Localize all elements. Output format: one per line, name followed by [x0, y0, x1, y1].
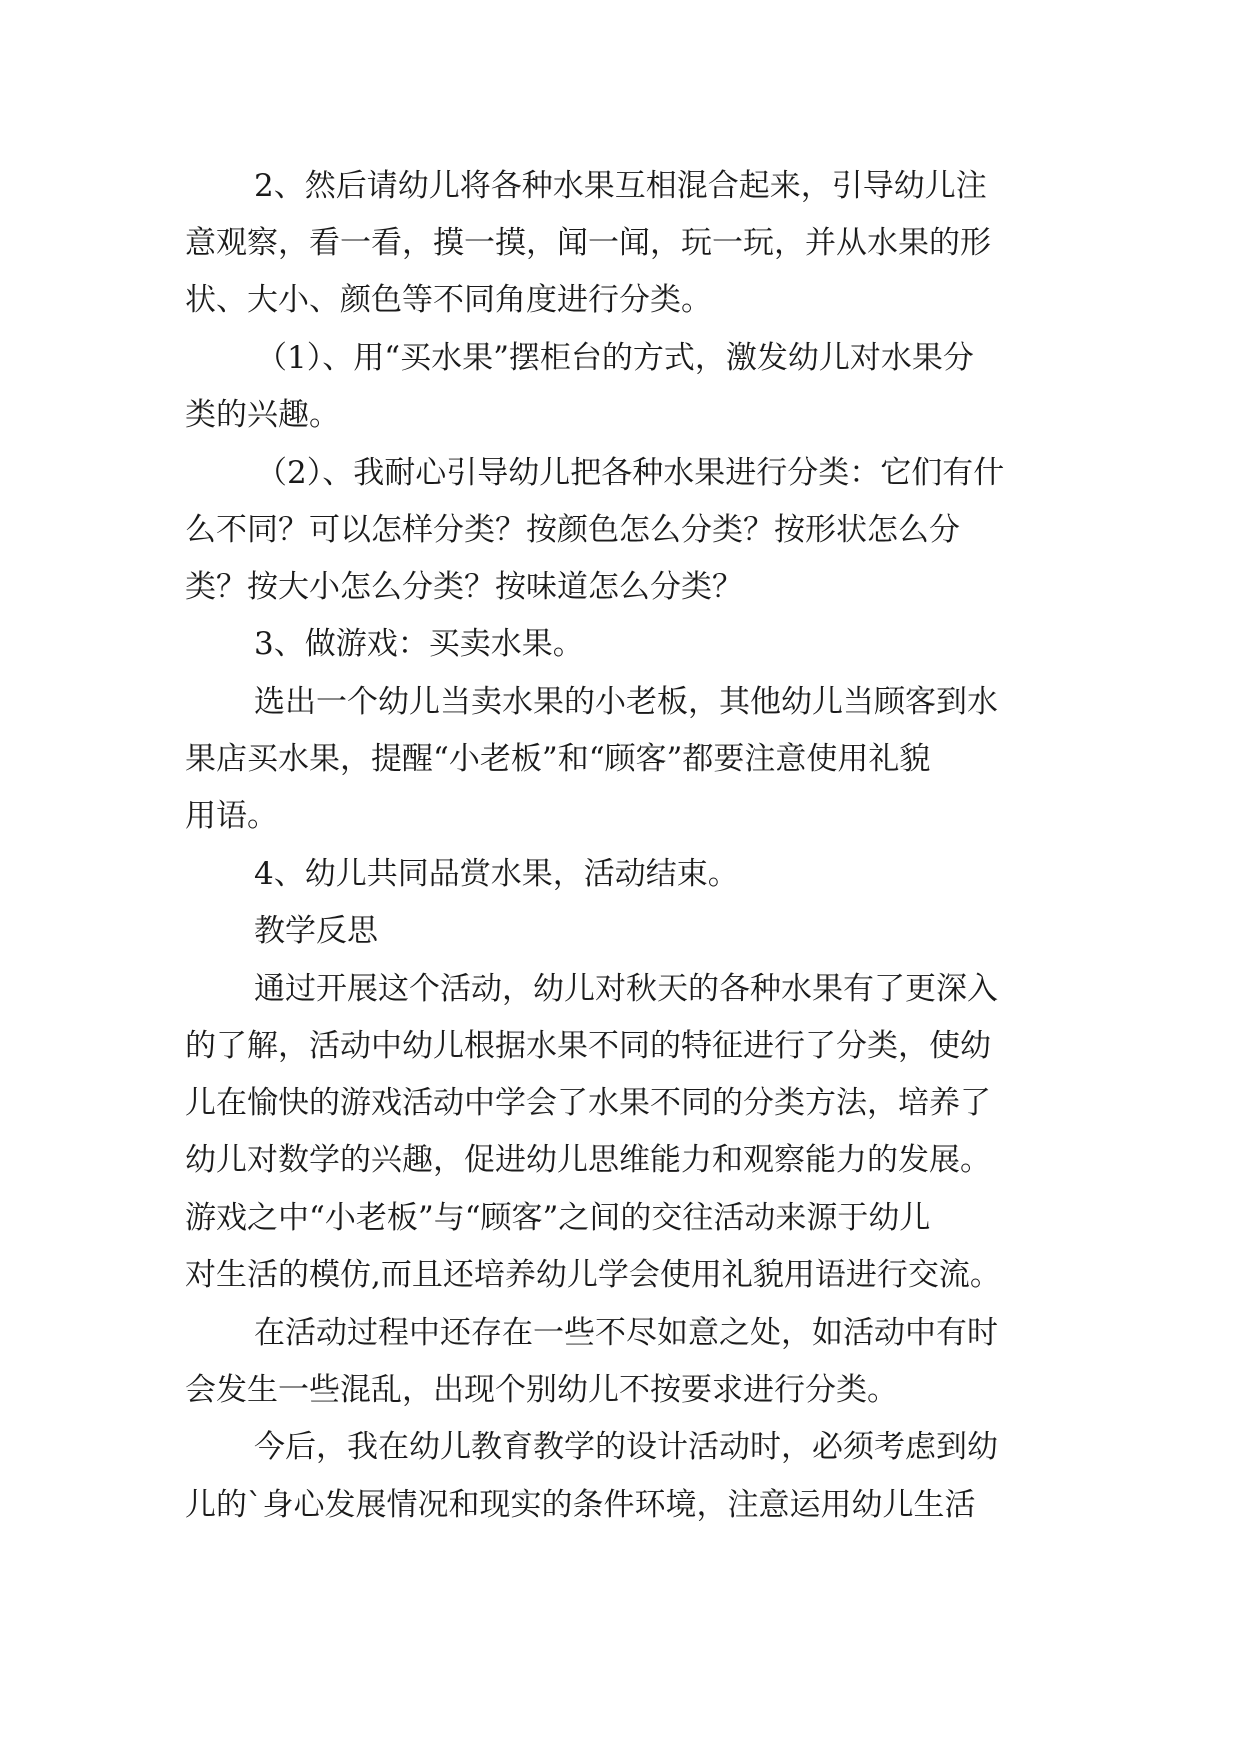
text-line: （1）、用“买水果”摆柜台的方式，激发幼儿对水果分: [256, 340, 974, 376]
text-line: 果店买水果，提醒“小老板”和“顾客”都要注意使用礼貌: [185, 741, 931, 777]
text-line: 4、幼儿共同品赏水果，活动结束。: [254, 856, 739, 892]
text-line: 儿在愉快的游戏活动中学会了水果不同的分类方法，培养了: [185, 1085, 991, 1121]
text-line: （2）、我耐心引导幼儿把各种水果进行分类：它们有什: [256, 455, 1005, 491]
text-line: 选出一个幼儿当卖水果的小老板，其他幼儿当顾客到水: [254, 684, 998, 720]
text-line: 类？按大小怎么分类？按味道怎么分类？: [185, 569, 743, 605]
text-line: 类的兴趣。: [185, 397, 340, 433]
text-line: 用语。: [185, 798, 278, 834]
text-line: 会发生一些混乱，出现个别幼儿不按要求进行分类。: [185, 1372, 898, 1408]
text-line: 的了解，活动中幼儿根据水果不同的特征进行了分类，使幼: [185, 1028, 991, 1064]
section-heading: 教学反思: [254, 913, 378, 949]
text-line: 幼儿对数学的兴趣，促进幼儿思维能力和观察能力的发展。: [185, 1142, 991, 1178]
text-line: 今后，我在幼儿教育教学的设计活动时，必须考虑到幼: [254, 1429, 998, 1465]
text-line: 儿的`身心发展情况和现实的条件环境，注意运用幼儿生活: [185, 1487, 976, 1523]
text-line: 3、做游戏：买卖水果。: [254, 626, 584, 662]
text-line: 游戏之中“小老板”与“顾客”之间的交往活动来源于幼儿: [185, 1200, 931, 1236]
text-line: 对生活的模仿,而且还培养幼儿学会使用礼貌用语进行交流。: [185, 1257, 1001, 1293]
text-line: 2、然后请幼儿将各种水果互相混合起来，引导幼儿注: [254, 168, 987, 204]
text-line: 通过开展这个活动，幼儿对秋天的各种水果有了更深入: [254, 971, 998, 1007]
text-line: 么不同？可以怎样分类？按颜色怎么分类？按形状怎么分: [185, 512, 960, 548]
text-line: 在活动过程中还存在一些不尽如意之处，如活动中有时: [254, 1315, 998, 1351]
text-line: 意观察，看一看，摸一摸，闻一闻，玩一玩，并从水果的形: [185, 225, 991, 261]
text-line: 状、大小、颜色等不同角度进行分类。: [185, 282, 712, 318]
